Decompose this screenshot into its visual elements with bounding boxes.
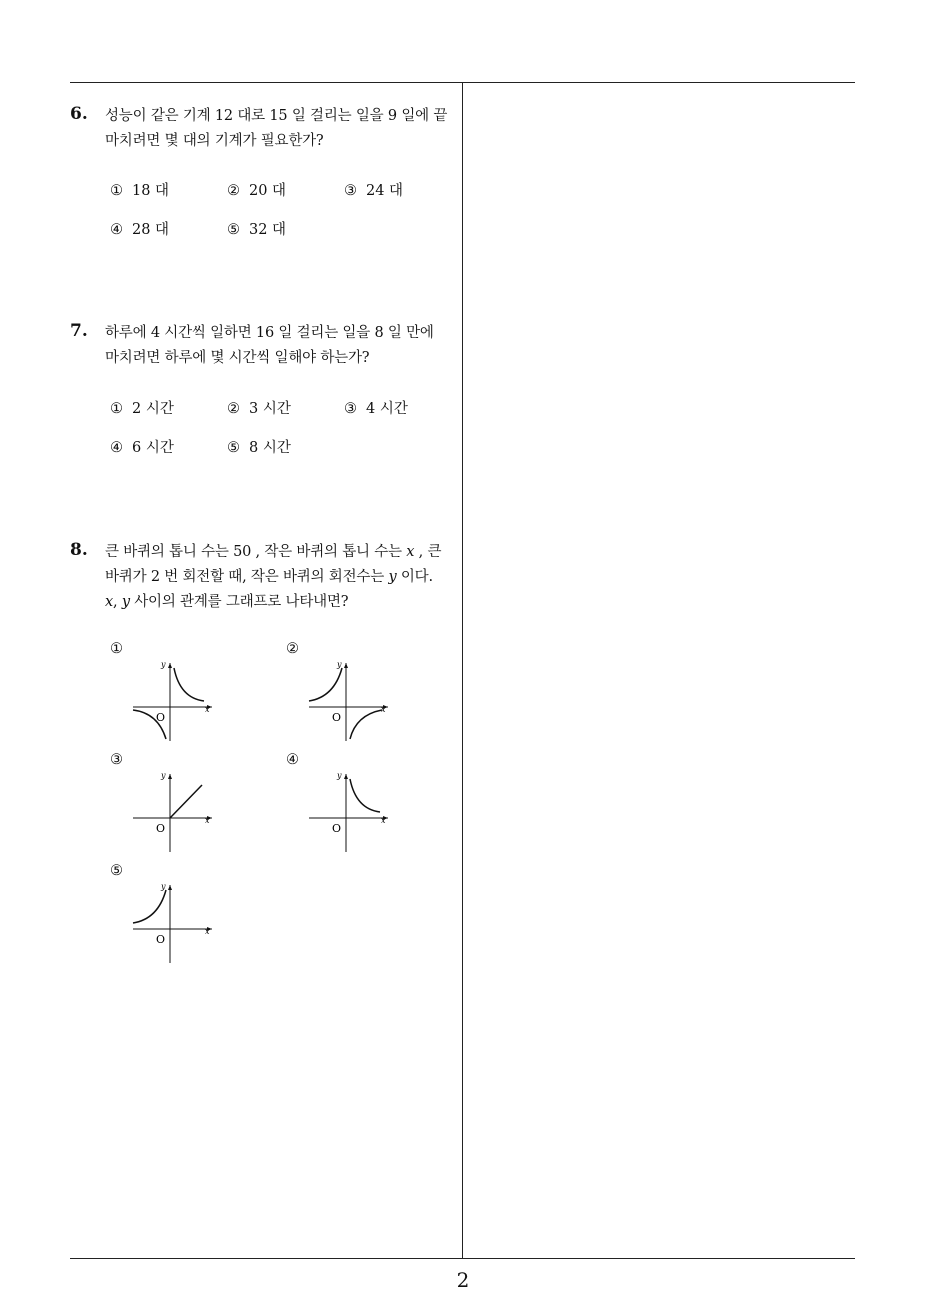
choice-mark: ③ bbox=[344, 183, 357, 199]
y-axis-label: y bbox=[161, 882, 166, 891]
y-axis-label: y bbox=[161, 660, 166, 669]
choice-mark: ⑤ bbox=[227, 222, 240, 238]
choice-mark: ③ bbox=[344, 401, 357, 417]
choice-label: 18 대 bbox=[132, 183, 170, 199]
origin-label: O bbox=[156, 822, 166, 835]
choice-1[interactable] bbox=[110, 179, 169, 200]
question-text bbox=[105, 321, 460, 371]
variable-y: y bbox=[121, 594, 130, 610]
choice-mark: ⑤ bbox=[110, 863, 123, 879]
question-8 bbox=[70, 540, 460, 615]
curve-branch bbox=[350, 779, 380, 812]
curve-branch bbox=[350, 710, 382, 739]
graph-3 bbox=[130, 771, 230, 854]
question-text-line: 하루에 4 시간씩 일하면 16 일 걸리는 일을 8 일 만에 bbox=[105, 325, 434, 341]
choice-4[interactable] bbox=[110, 436, 174, 457]
question-text bbox=[105, 540, 460, 615]
y-axis-label: y bbox=[161, 771, 166, 780]
origin-label: O bbox=[156, 933, 166, 946]
choice-label: 24 대 bbox=[366, 183, 404, 199]
choice-mark: ③ bbox=[110, 752, 123, 768]
y-axis-arrow bbox=[344, 774, 348, 779]
choice-1[interactable] bbox=[110, 397, 174, 418]
graph-4 bbox=[306, 771, 406, 854]
question-text-line bbox=[70, 590, 460, 615]
graph-1 bbox=[130, 660, 230, 743]
curve-branch bbox=[174, 668, 204, 701]
choice-mark: ② bbox=[286, 641, 299, 657]
choice-mark: ① bbox=[110, 641, 123, 657]
choice-2[interactable] bbox=[227, 179, 286, 200]
x-axis-label: x bbox=[205, 705, 210, 714]
x-axis-label: x bbox=[205, 816, 210, 825]
page-number: 2 bbox=[456, 1268, 470, 1292]
choice-label: 28 대 bbox=[132, 222, 170, 238]
choice-2[interactable] bbox=[227, 397, 291, 418]
choice-mark: ⑤ bbox=[227, 440, 240, 456]
choice-label: 32 대 bbox=[249, 222, 287, 238]
choice-label: 4 시간 bbox=[366, 401, 408, 417]
origin-label: O bbox=[156, 711, 166, 724]
choice-3[interactable] bbox=[344, 179, 403, 200]
text-segment: 바퀴가 2 번 회전할 때, 작은 바퀴의 회전수는 bbox=[105, 569, 389, 585]
x-axis-label: x bbox=[381, 705, 386, 714]
text-segment: , 큰 bbox=[414, 544, 442, 560]
text-segment: 큰 바퀴의 톱니 수는 50 , 작은 바퀴의 톱니 수는 bbox=[105, 544, 407, 560]
variable-x: x bbox=[105, 594, 113, 610]
choice-5[interactable] bbox=[227, 218, 286, 239]
origin-label: O bbox=[332, 822, 342, 835]
choice-label: 6 시간 bbox=[132, 440, 174, 456]
choice-label: 8 시간 bbox=[249, 440, 291, 456]
choice-mark: ④ bbox=[286, 752, 299, 768]
text-segment: 이다. bbox=[396, 569, 433, 585]
question-number: 8. bbox=[70, 540, 88, 560]
y-axis-arrow bbox=[168, 663, 172, 668]
y-axis-label: y bbox=[337, 771, 342, 780]
question-text-line bbox=[105, 540, 460, 565]
column-divider bbox=[462, 82, 463, 1258]
x-axis-label: x bbox=[381, 816, 386, 825]
question-text-line: 마치려면 하루에 몇 시간씩 일해야 하는가? bbox=[105, 350, 370, 366]
choice-label: 3 시간 bbox=[249, 401, 291, 417]
question-text-line: 마치려면 몇 대의 기계가 필요한가? bbox=[105, 133, 324, 149]
graph-5 bbox=[130, 882, 230, 965]
question-7 bbox=[70, 321, 460, 371]
choice-mark: ② bbox=[227, 183, 240, 199]
choice-label: 20 대 bbox=[249, 183, 287, 199]
choice-mark: ① bbox=[110, 183, 123, 199]
curve-branch bbox=[133, 890, 166, 923]
choice-5[interactable] bbox=[227, 436, 291, 457]
origin-label: O bbox=[332, 711, 342, 724]
choice-mark: ① bbox=[110, 401, 123, 417]
variable-x: x bbox=[406, 544, 415, 560]
question-number: 7. bbox=[70, 321, 88, 341]
graph-2 bbox=[306, 660, 406, 743]
y-axis-label: y bbox=[337, 660, 342, 669]
choice-4[interactable] bbox=[110, 218, 169, 239]
text-segment: , bbox=[112, 594, 122, 610]
choice-label: 2 시간 bbox=[132, 401, 174, 417]
question-text-line: 성능이 같은 기계 12 대로 15 일 걸리는 일을 9 일에 끝 bbox=[105, 108, 448, 124]
y-axis-arrow bbox=[168, 885, 172, 890]
question-number: 6. bbox=[70, 104, 88, 124]
line-graph bbox=[170, 785, 202, 818]
choice-mark: ④ bbox=[110, 222, 123, 238]
choice-3[interactable] bbox=[344, 397, 408, 418]
question-text-line bbox=[105, 565, 460, 590]
text-segment: 사이의 관계를 그래프로 나타내면? bbox=[129, 594, 349, 610]
y-axis-arrow bbox=[344, 663, 348, 668]
x-axis-label: x bbox=[205, 927, 210, 936]
curve-branch bbox=[309, 668, 342, 701]
choice-mark: ② bbox=[227, 401, 240, 417]
bottom-rule bbox=[70, 1258, 855, 1259]
question-text bbox=[105, 104, 460, 154]
variable-y: y bbox=[388, 569, 397, 585]
choice-mark: ④ bbox=[110, 440, 123, 456]
question-6 bbox=[70, 104, 460, 154]
y-axis-arrow bbox=[168, 774, 172, 779]
